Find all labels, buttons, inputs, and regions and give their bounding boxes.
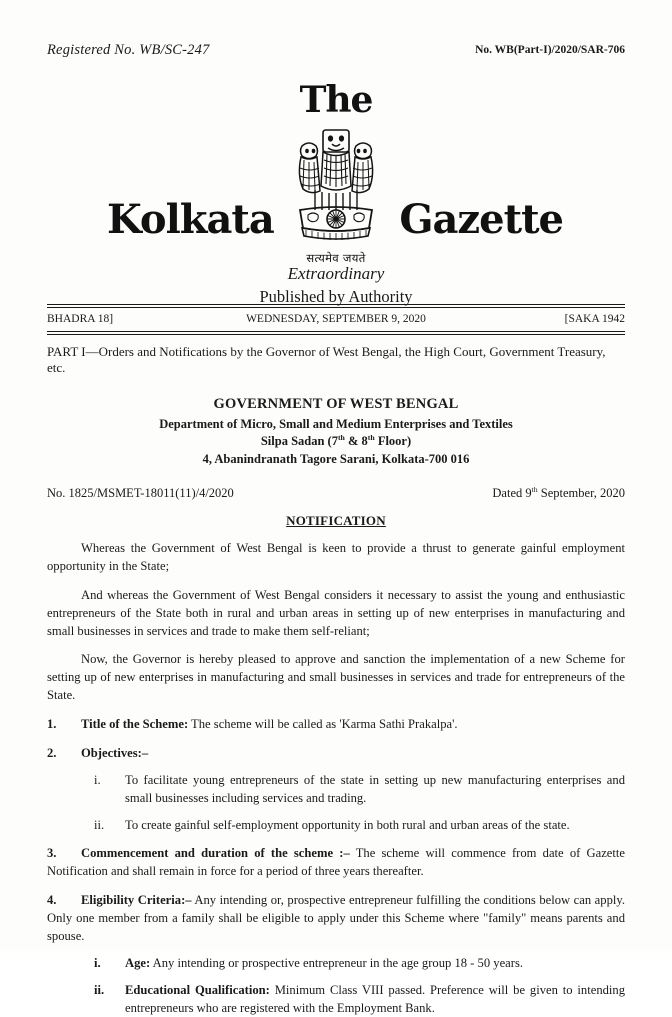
clause-text: Title of the Scheme: The scheme will be called as 'Karma Sathi Prakalpa'. — [81, 717, 458, 731]
addr1-sup2: th — [367, 432, 375, 442]
notification-body — [47, 540, 625, 1017]
addr1-pre: Silpa Sadan (7 — [260, 434, 338, 448]
part-number: No. WB(Part-I)/2020/SAR-706 — [475, 44, 625, 56]
masthead-published-by-authority: Published by Authority — [259, 287, 413, 306]
preamble-block — [47, 540, 625, 705]
sub-item-text: To create gainful self-employment opportunity in both rural and urban areas of the state. — [125, 817, 570, 832]
sub-item — [47, 955, 625, 973]
sub-item — [47, 772, 625, 808]
sub-item-marker: ii. — [94, 982, 105, 997]
preamble-paragraph: And whereas the Government of West Bengal considers it necessary to assist the young and enthusiastic entrepreneurs of the State both in rural and urban areas in setting up of new enterprises in manufacturing and small businesses in services and trade to make them self-reliant; — [47, 587, 625, 638]
emblem-motto: सत्यमेव जयते — [306, 251, 366, 265]
sub-item-list — [47, 955, 625, 1017]
sub-item-marker: i. — [94, 955, 101, 970]
addr1-mid: & 8 — [344, 434, 368, 448]
notification-number-row — [47, 486, 625, 504]
sub-item-text: To facilitate young entrepreneurs of the state in setting up new manufacturing enterprises and small businesses including services and trading. — [125, 772, 625, 805]
clause-heading: Commencement and duration of the scheme :– — [81, 846, 350, 861]
notification-heading: NOTIFICATION — [286, 513, 386, 528]
sub-item-list — [47, 772, 625, 835]
sub-item-text: Any intending or prospective entrepreneur in the age group 18 - 50 years. — [150, 955, 523, 970]
date-post: September, 2020 — [537, 486, 625, 500]
date-pre: Dated 9 — [492, 486, 532, 500]
addr1-post: Floor) — [374, 434, 412, 448]
government-address-line-2: 4, Abanindranath Tagore Sarani, Kolkata-700 016 — [202, 452, 470, 466]
numbered-clause — [47, 845, 625, 881]
government-address-line-1 — [47, 434, 625, 449]
notification-date — [492, 486, 625, 501]
clause-text: Eligibility Criteria:– Any intending or, prospective entrepreneur fulfilling the conditions below can apply. Only one member from a family shall be eligible to apply under this Scheme where "family" means parents and spouse. — [47, 893, 625, 943]
numbered-clause — [47, 716, 625, 734]
clause-marker: 1. — [47, 717, 57, 731]
sub-item-marker: ii. — [94, 817, 105, 832]
numbered-clause — [47, 745, 625, 763]
sub-item-marker: i. — [94, 772, 101, 787]
registered-number: Registered No. WB/SC-247 — [47, 42, 210, 58]
clause-heading: Objectives:– — [81, 745, 149, 760]
preamble-paragraph: Now, the Governor is hereby pleased to approve and sanction the implementation of a new Scheme for setting up of new enterprises in manufacturing and small businesses in services and trade for entrepreneurs of the State. — [47, 652, 625, 703]
government-title: GOVERNMENT OF WEST BENGAL — [213, 396, 459, 412]
sub-item-heading: Educational Qualification: — [125, 982, 270, 997]
masthead-kolkata: Kolkata — [107, 196, 274, 243]
clause-heading: Title of the Scheme: — [81, 717, 189, 731]
clause-text — [47, 745, 625, 763]
government-department: Department of Micro, Small and Medium Enterprises and Textiles — [159, 417, 513, 431]
date-bar-right: [SAKA 1942 — [564, 313, 625, 325]
numbered-clause — [47, 892, 625, 946]
masthead-gazette: Gazette — [399, 196, 563, 243]
date-bar-center: WEDNESDAY, SEPTEMBER 9, 2020 — [246, 313, 426, 325]
clause-text: Commencement and duration of the scheme :– The scheme will commence from date of Gazette Notification and shall remain in force for a period of three years thereafter. — [47, 846, 625, 879]
part-line: PART I—Orders and Notifications by the Governor of West Bengal, the High Court, Government Treasury, etc. — [47, 344, 606, 375]
date-bar-left: BHADRA 18] — [47, 313, 114, 325]
clause-marker: 4. — [47, 893, 57, 908]
masthead — [47, 79, 625, 306]
masthead-the: The — [299, 79, 373, 121]
national-emblem — [284, 124, 388, 265]
date-sup: th — [531, 484, 538, 494]
notification-number: No. 1825/MSMET-18011(11)/4/2020 — [47, 486, 234, 500]
sub-item — [47, 982, 625, 1017]
masthead-extraordinary: Extraordinary — [287, 264, 385, 283]
addr1-sup1: th — [337, 432, 345, 442]
clauses-block — [47, 716, 625, 1017]
government-heading — [47, 396, 625, 467]
sub-item-heading: Age: — [125, 955, 151, 970]
date-bar — [47, 308, 625, 331]
sub-item — [47, 817, 625, 835]
sub-item-text: Minimum Class VIII passed. Preference will be given to intending entrepreneurs who are registered with the Employment Bank. — [125, 982, 625, 1015]
clause-marker: 3. — [47, 846, 57, 861]
preamble-paragraph: Whereas the Government of West Bengal is keen to provide a thrust to generate gainful employment opportunity in the State; — [47, 541, 625, 573]
ashoka-lion-capital-icon — [284, 124, 388, 252]
clause-heading: Eligibility Criteria:– — [81, 893, 192, 908]
registration-row — [47, 0, 625, 72]
clause-marker: 2. — [47, 745, 57, 760]
